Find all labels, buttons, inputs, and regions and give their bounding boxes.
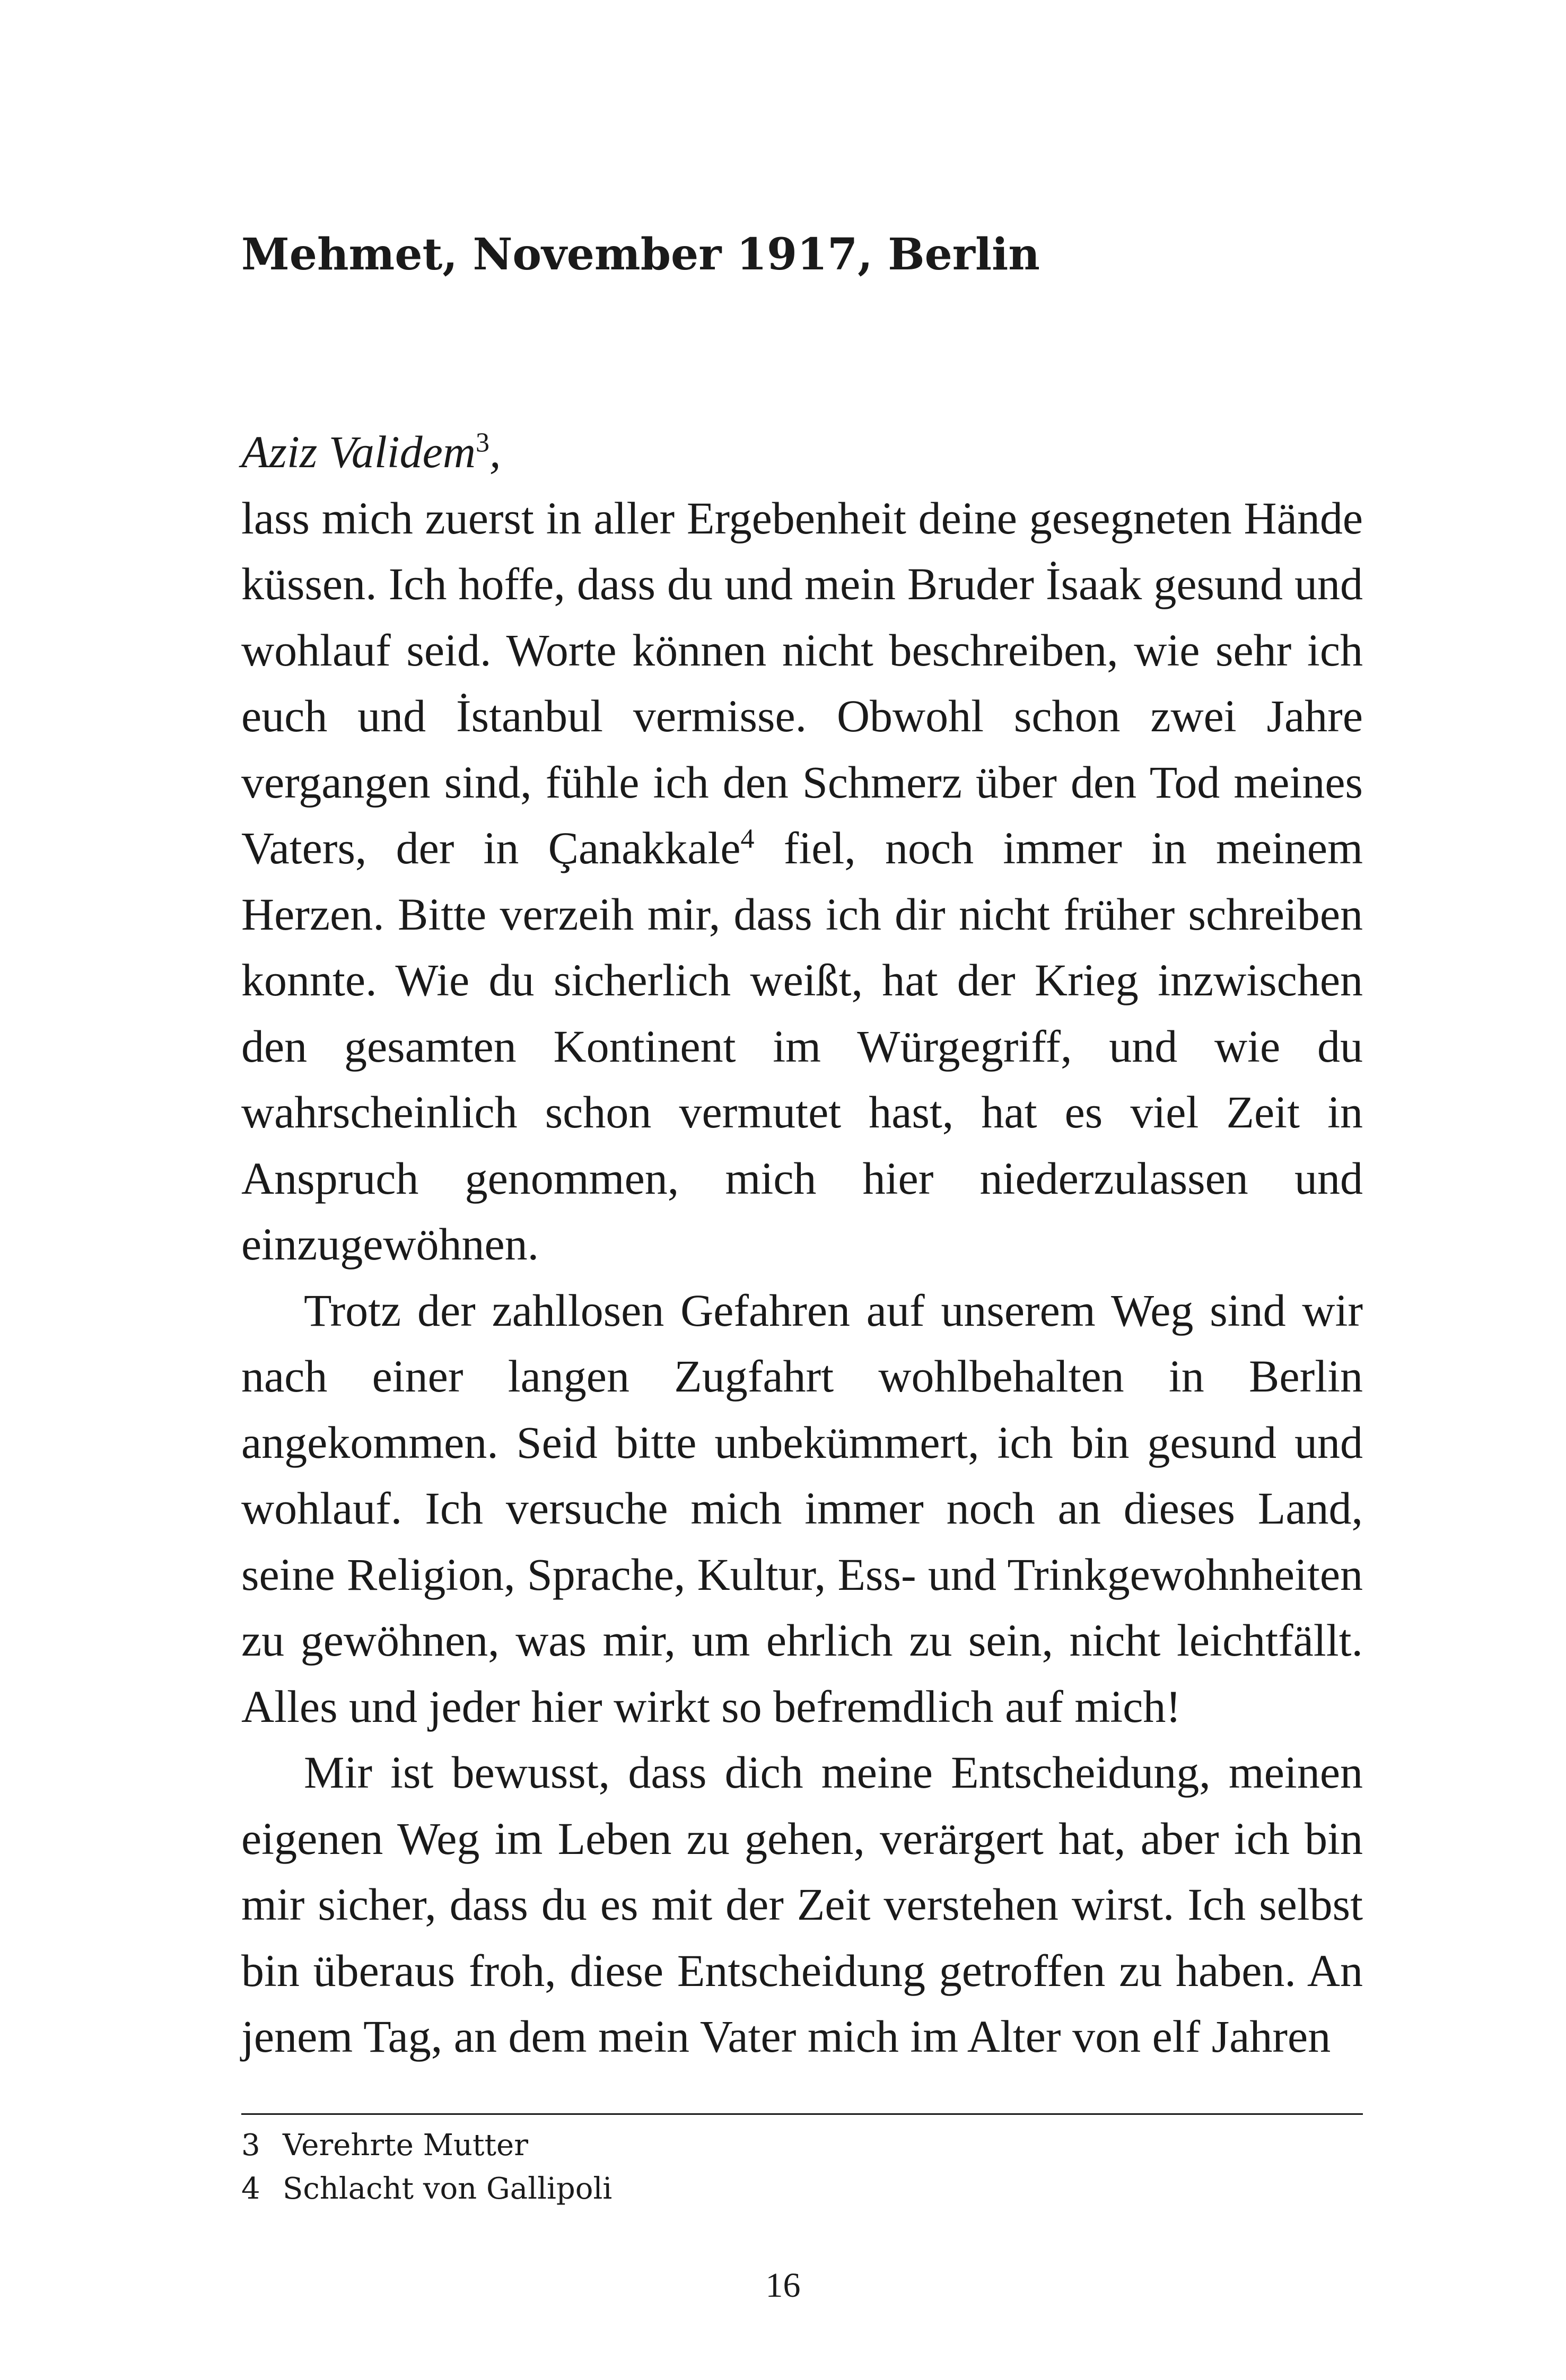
page-number: 16 xyxy=(765,2266,801,2305)
footnote-number: 3 xyxy=(241,2128,260,2163)
footnote-ref-4: 4 xyxy=(740,824,755,854)
footnote-number: 4 xyxy=(241,2172,260,2206)
salutation-text: Aziz Validem xyxy=(241,426,476,477)
footnote-4 xyxy=(241,2167,1363,2211)
paragraph-3: Mir ist bewusst, dass dich meine Entscheidung, meinen eigenen Weg im Leben zu gehen, verärgert hat, aber ich bin mir sicher, dass du es mit der Zeit verstehen wirst. Ich selbst bin überaus froh, diese Entscheidung getroffen zu haben. An jenem Tag, an dem mein Vater mich im Alter von elf Jahren xyxy=(241,1747,1363,2062)
footnote-text: Schlacht von Gallipoli xyxy=(283,2172,613,2206)
footnote-divider xyxy=(241,2113,1363,2115)
paragraph-2: Trotz der zahllosen Gefahren auf unserem Weg sind wir nach einer langen Zugfahrt wohlbehalten in Berlin angekommen. Seid bitte unbekümmert, ich bin gesund und wohlauf. Ich versuche mich immer noch an dieses Land, seine Religion, Sprache, Kultur, Ess- und Trinkgewohnheiten zu gewöhnen, was mir, um ehrlich zu sein, nicht leichtfällt. Alles und jeder hier wirkt so befremdlich auf mich! xyxy=(241,1284,1363,1732)
paragraph-1-part-b: fiel, noch immer in meinem Herzen. Bitte verzeih mir, dass ich dir nicht früher schreiben konnte. Wie du sicherlich weißt, hat der Krieg inzwischen den gesamten Kontinent im Würgegriff, und wie du wahrscheinlich schon vermutet hast, hat es viel Zeit in Anspruch genommen, mich hier niederzulassen und einzugewöhnen. xyxy=(241,822,1363,1270)
footnote-text: Verehrte Mutter xyxy=(283,2128,528,2163)
footnote-3 xyxy=(241,2124,1363,2167)
letter-body xyxy=(241,419,1363,2070)
salutation-comma: , xyxy=(489,426,501,477)
chapter-heading: Mehmet, November 1917, Berlin xyxy=(241,229,1040,280)
footnotes xyxy=(241,2124,1363,2211)
paragraph-1-part-a: lass mich zuerst in aller Ergebenheit deine gesegneten Hände küssen. Ich hoffe, dass du und mein Bruder İsaak gesund und wohlauf seid. Worte können nicht beschreiben, wie sehr ich euch und İstanbul vermisse. Obwohl schon zwei Jahre vergangen sind, fühle ich den Schmerz über den Tod meines Vaters, der in Çanakkale xyxy=(241,492,1363,873)
footnote-ref-3: 3 xyxy=(475,427,489,458)
paragraph-1 xyxy=(241,485,1363,1278)
letter-salutation xyxy=(241,419,1363,485)
